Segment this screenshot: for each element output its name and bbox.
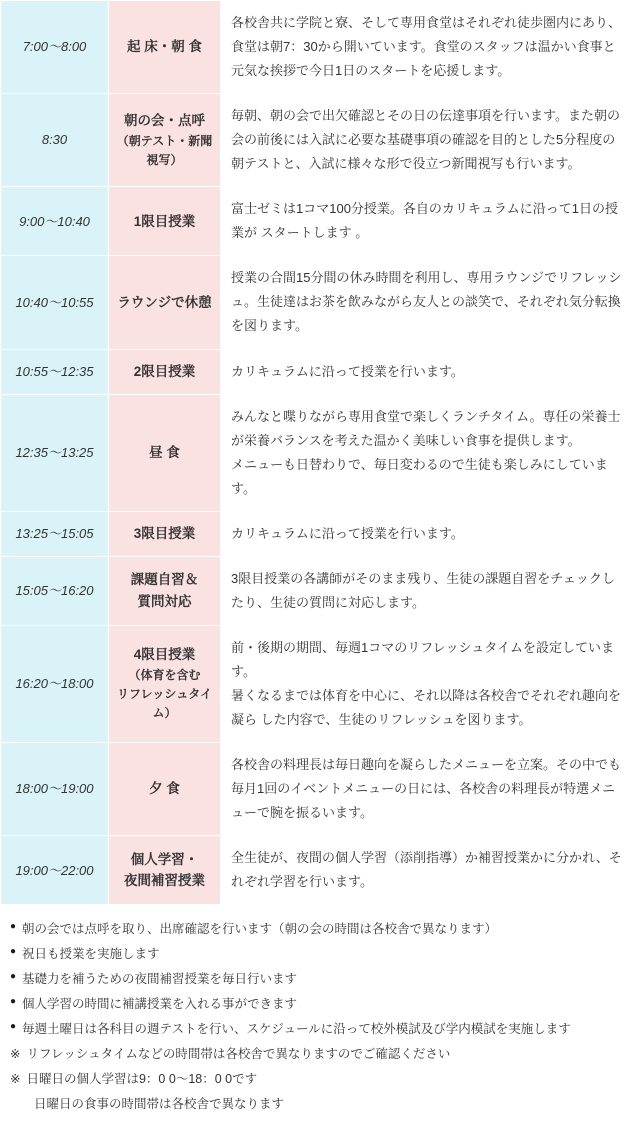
table-row (1, 556, 640, 625)
bullet-icon: ● (10, 921, 17, 933)
note-text: 日曜日の食事の時間帯は各校舎で異なります (34, 1097, 285, 1112)
schedule-title-main: 個人学習・ 夜間補習授業 (124, 851, 205, 889)
schedule-description (221, 349, 640, 394)
schedule-time: 10:40〜10:55 (1, 256, 109, 349)
schedule-title (109, 349, 221, 394)
schedule-title (109, 1, 221, 94)
schedule-title-main: 夕 食 (149, 781, 180, 797)
schedule-title (109, 743, 221, 836)
table-row (1, 187, 640, 256)
table-row (1, 256, 640, 349)
schedule-title (109, 187, 221, 256)
schedule-title-main: 昼 食 (149, 444, 180, 460)
schedule-time: 8:30 (1, 94, 109, 187)
bullet-icon: ● (10, 996, 17, 1008)
schedule-time: 13:25〜15:05 (1, 511, 109, 556)
note-text: 個人学習の時間に補講授業を入れる事ができます (22, 997, 298, 1012)
bullet-icon: ● (10, 946, 17, 958)
notes-section (0, 905, 640, 1127)
table-row (1, 836, 640, 905)
schedule-time: 19:00〜22:00 (1, 836, 109, 905)
table-row (1, 94, 640, 187)
schedule-description-text: 前・後期の期間、毎週1コマのリフレッシュタイムを設定しています。 暑くなるまでは体育を中心に、それ以降は各校舎でそれぞれ趣向を凝ら した内容で、生徒のリフレッシュを図ります。 (231, 639, 622, 728)
schedule-title (109, 94, 221, 187)
schedule-title-main: 2限目授業 (133, 363, 196, 379)
schedule-description (221, 1, 640, 94)
table-row (1, 743, 640, 836)
bullet-icon: ● (10, 1021, 17, 1033)
table-row (1, 394, 640, 511)
schedule-description-text: 全生徒が、夜間の個人学習（添削指導）か補習授業かに分かれ、それぞれ学習を行います。 (231, 850, 622, 890)
schedule-title (109, 511, 221, 556)
note-text: 日曜日の個人学習は9：0 0〜18：0 0です (26, 1072, 258, 1087)
schedule-description-text: カリキュラムに沿って授業を行います。 (231, 525, 464, 541)
note-item-mark (10, 1042, 630, 1067)
schedule-title-main: ラウンジで休憩 (117, 294, 212, 310)
schedule-title (109, 836, 221, 905)
note-text: 毎週土曜日は各科目の週テストを行い、スケジュールに沿って校外模試及び学内模試を実施します (22, 1022, 571, 1037)
schedule-body (1, 1, 640, 905)
bullet-icon: ● (10, 971, 17, 983)
schedule-description-text: 授業の合間15分間の休み時間を利用し、専用ラウンジでリフレッシュ。生徒達はお茶を飲みながら友人との談笑で、それぞれ気分転換を図ります。 (231, 270, 622, 334)
schedule-description (221, 625, 640, 742)
note-item (10, 942, 630, 967)
schedule-title-main: 起 床・朝 食 (126, 39, 202, 55)
table-row (1, 511, 640, 556)
schedule-description (221, 836, 640, 905)
schedule-time: 9:00〜10:40 (1, 187, 109, 256)
schedule-title (109, 556, 221, 625)
schedule-description-text: 3限目授業の各講師がそのまま残り、生徒の課題自習をチェックしたり、生徒の質問に対応します。 (231, 570, 615, 610)
note-text: リフレッシュタイムなどの時間帯は各校舎で異なりますのでご確認ください (26, 1047, 451, 1062)
note-text: 祝日も授業を実施します (22, 947, 160, 962)
schedule-title-main: 1限目授業 (133, 213, 196, 229)
note-text: 基礎力を補うための夜間補習授業を毎日行います (22, 972, 298, 987)
note-item (10, 1017, 630, 1042)
schedule-time: 18:00〜19:00 (1, 743, 109, 836)
schedule-title (109, 394, 221, 511)
schedule-title (109, 256, 221, 349)
table-row (1, 625, 640, 742)
schedule-time: 15:05〜16:20 (1, 556, 109, 625)
schedule-title-main: 朝の会・点呼 (124, 113, 205, 129)
schedule-description-text: 富士ゼミは1コマ100分授業。各自のカリキュラムに沿って1日の授業が スタートします 。 (231, 201, 619, 241)
schedule-description (221, 256, 640, 349)
note-item-continued (10, 1092, 630, 1117)
schedule-description (221, 187, 640, 256)
reference-mark-icon: ※ (10, 1072, 21, 1087)
note-item (10, 967, 630, 992)
schedule-description-text: カリキュラムに沿って授業を行います。 (231, 363, 464, 379)
schedule-description (221, 394, 640, 511)
schedule-time: 16:20〜18:00 (1, 625, 109, 742)
note-item (10, 992, 630, 1017)
schedule-description-text: 各校舎の料理長は毎日趣向を凝らしたメニューを立案。その中でも毎月1回のイベントメニューの日には、各校舎の料理長が特選メニューで腕を振るいます。 (231, 757, 622, 821)
note-text: 朝の会では点呼を取り、出席確認を行います（朝の会の時間は各校舎で異なります） (22, 922, 498, 937)
schedule-title-main: 4限目授業 (133, 647, 196, 663)
schedule-time: 10:55〜12:35 (1, 349, 109, 394)
schedule-title-sub: （朝テスト・新聞視写） (116, 133, 213, 167)
schedule-title-sub: （体育を含む リフレッシュタイム） (117, 668, 212, 721)
schedule-description (221, 511, 640, 556)
schedule-description (221, 743, 640, 836)
schedule-description-text: 毎朝、朝の会で出欠確認とその日の伝達事項を行います。また朝の会の前後には入試に必要な基礎事項の確認を目的とした5分程度の朝テストと、入試に様々な形で役立つ新聞視写も行います。 (231, 108, 620, 172)
reference-mark-icon: ※ (10, 1047, 21, 1062)
table-row (1, 349, 640, 394)
schedule-description (221, 556, 640, 625)
schedule-time: 7:00〜8:00 (1, 1, 109, 94)
table-row (1, 1, 640, 94)
schedule-title (109, 625, 221, 742)
note-item (10, 917, 630, 942)
schedule-title-main: 課題自習＆ 質問対応 (130, 572, 199, 609)
schedule-description-text: 各校舎共に学院と寮、そして専用食堂はそれぞれ徒歩圏内にあり、食堂は朝7：30から開いています。食堂のスタッフは温かい食事と元気な挨拶で今日1日のスタートを応援します。 (231, 15, 622, 79)
schedule-description (221, 94, 640, 187)
schedule-description-text: みんなと喋りながら専用食堂で楽しくランチタイム。専任の栄養士が栄養バランスを考えた温かく美味しい食事を提供します。 メニューも日替わりで、毎日変わるので生徒も楽しみにしています。 (231, 408, 621, 496)
schedule-title-main: 3限目授業 (133, 525, 196, 541)
schedule-time: 12:35〜13:25 (1, 394, 109, 511)
note-item-mark (10, 1067, 630, 1092)
